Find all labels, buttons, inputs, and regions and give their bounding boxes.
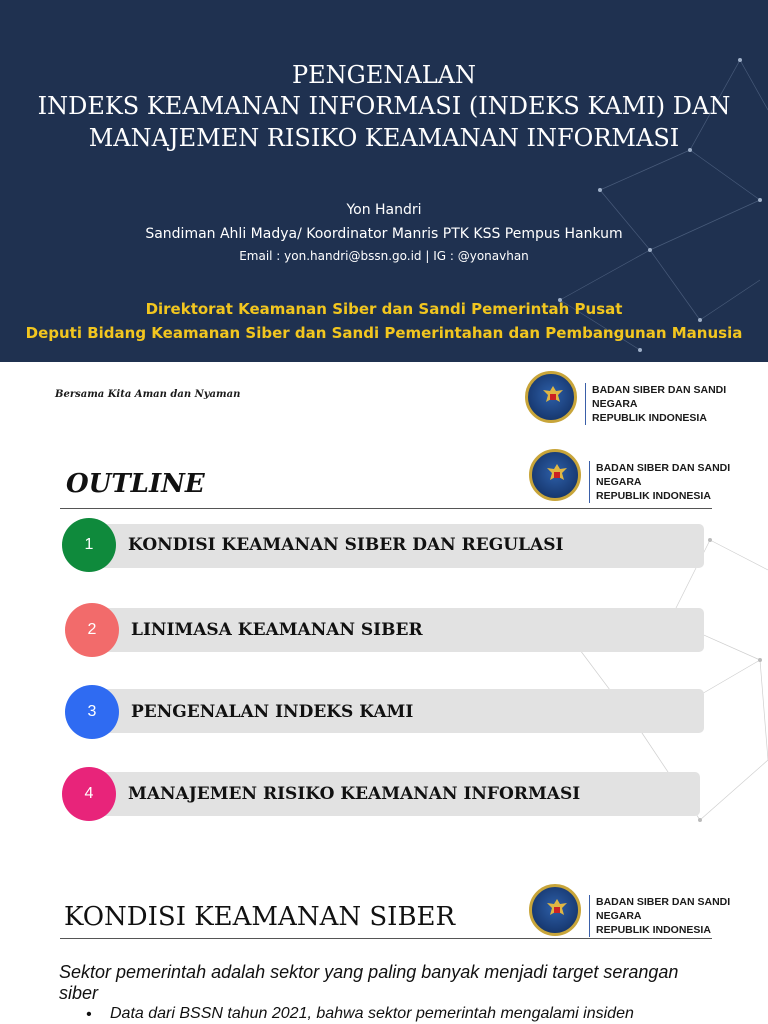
org-name-line-2: REPUBLIK INDONESIA: [596, 490, 711, 502]
tagline: Bersama Kita Aman dan Nyaman: [55, 389, 241, 400]
outline-item-number-badge: 3: [65, 685, 119, 739]
presenter-position: Sandiman Ahli Madya/ Koordinator Manris PTK KSS Pempus Hankum: [145, 226, 623, 242]
eagle-icon: [541, 384, 565, 410]
outline-item-number-badge: 1: [62, 518, 116, 572]
org-name-line-2: REPUBLIK INDONESIA: [592, 412, 707, 424]
title-heading-line-3: MANAJEMEN RISIKO KEAMANAN INFORMASI: [88, 124, 680, 152]
outline-item-label: PENGENALAN INDEKS KAMI: [131, 702, 414, 722]
bssn-emblem-icon: [529, 884, 581, 936]
eagle-icon: [545, 897, 569, 923]
org-name-line-1: BADAN SIBER DAN SANDI NEGARA: [596, 462, 731, 488]
presenter-contact: Email : yon.handri@bssn.go.id | IG : @yonavhan: [239, 249, 529, 263]
outline-divider: [60, 508, 712, 509]
outline-item-label: MANAJEMEN RISIKO KEAMANAN INFORMASI: [128, 784, 581, 804]
unit-line-2: Deputi Bidang Keamanan Siber dan Sandi Pemerintahan dan Pembangunan Manusia: [25, 324, 743, 342]
org-name: [589, 895, 768, 937]
kondisi-bullet: [88, 1005, 634, 1023]
outline-item-label: KONDISI KEAMANAN SIBER DAN REGULASI: [128, 535, 564, 555]
org-name-line-1: BADAN SIBER DAN SANDI NEGARA: [592, 384, 727, 410]
kondisi-statement: Sektor pemerintah adalah sektor yang paling banyak menjadi target serangan siber: [59, 962, 679, 1003]
outline-item-label: LINIMASA KEAMANAN SIBER: [131, 620, 423, 640]
outline-title: OUTLINE: [66, 469, 205, 499]
kondisi-title: KONDISI KEAMANAN SIBER: [64, 902, 456, 932]
org-name: [585, 383, 768, 425]
org-name: [589, 461, 768, 503]
org-name-line-1: BADAN SIBER DAN SANDI NEGARA: [596, 896, 731, 922]
outline-item-number-badge: 2: [65, 603, 119, 657]
title-slide: [0, 0, 768, 362]
bullet-icon: •: [86, 1006, 92, 1023]
bssn-emblem-icon: [529, 449, 581, 501]
kondisi-bullet-text: Data dari BSSN tahun 2021, bahwa sektor pemerintah mengalami insiden: [110, 1005, 634, 1022]
bssn-emblem-icon: [525, 371, 577, 423]
org-name-line-2: REPUBLIK INDONESIA: [596, 924, 711, 936]
unit-line-1: Direktorat Keamanan Siber dan Sandi Pemerintah Pusat: [145, 300, 623, 318]
presenter-name: Yon Handri: [346, 202, 422, 218]
title-heading-line-2: INDEKS KEAMANAN INFORMASI (INDEKS KAMI) DAN: [37, 92, 731, 120]
eagle-icon: [545, 462, 569, 488]
kondisi-divider: [60, 938, 712, 939]
title-heading-line-1: PENGENALAN: [292, 61, 476, 89]
outline-item-number-badge: 4: [62, 767, 116, 821]
